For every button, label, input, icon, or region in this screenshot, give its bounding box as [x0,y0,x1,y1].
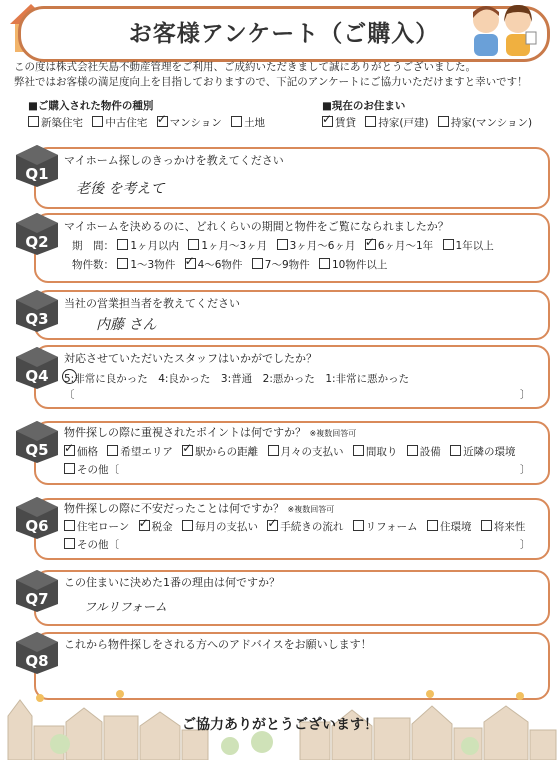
checkbox[interactable] [319,258,330,269]
q6-options [64,519,531,534]
checkbox-checked[interactable] [139,520,150,531]
checkbox[interactable] [28,116,39,127]
q6-bracket-close: 〕 [520,539,531,551]
q5-option[interactable]: 間取り [353,446,398,458]
q1-question: マイホーム探しのきっかけを教えてください [64,154,284,167]
q8-question: これから物件探しをされる方へのアドバイスをお願いします！ [64,638,372,651]
property-option[interactable]: ✓ マンション [157,117,222,129]
checkbox-checked[interactable] [182,445,193,456]
couple-illustration-icon [462,2,542,56]
checkbox[interactable] [231,116,242,127]
residence-option[interactable]: 持家(マンション) [438,117,532,129]
svg-text:Q7: Q7 [25,590,49,608]
q6-cube-icon [14,495,60,545]
svg-text:Q2: Q2 [25,233,49,251]
svg-text:Q5: Q5 [25,441,49,459]
q2-question: マイホームを決めるのに、どれくらいの期間と物件をご覧になられましたか？ [64,220,449,233]
checkbox[interactable] [481,520,492,531]
count-option[interactable]: 1～3物件 [117,259,175,271]
q6-option[interactable]: 将来性 [481,521,526,533]
checkbox[interactable] [268,445,279,456]
q6-option[interactable]: 住環境 [427,521,472,533]
svg-text:Q8: Q8 [25,652,49,670]
checkbox[interactable] [188,239,199,250]
checkbox[interactable] [353,520,364,531]
checkbox[interactable] [64,538,75,549]
q6-question: 物件探しの際に不安だったことは何ですか？ ※複数回答可 [64,502,335,515]
count-option[interactable]: 10物件以上 [319,259,387,271]
q5-bracket-close: 〕 [520,464,531,476]
q7-question: この住まいに決めた1番の理由は何ですか？ [64,576,280,589]
q8-cube-icon [14,630,60,680]
q1-answer[interactable]: 老後 を考えて [76,181,165,197]
q6-option[interactable]: 住宅ローン [64,521,129,533]
property-option[interactable]: 土地 [231,117,265,129]
checkbox[interactable] [438,116,449,127]
property-option[interactable]: 中古住宅 [92,117,147,129]
checkbox[interactable] [117,258,128,269]
period-option[interactable]: 1年以上 [443,240,494,252]
checkbox[interactable] [182,520,193,531]
q1-cube-icon [14,143,60,193]
q5-option[interactable]: ✓ 駅からの距離 [182,446,258,458]
q4-selected-circle [62,369,77,384]
q4-question: 対応させていただいたスタッフはいかがでしたか？ [64,352,317,365]
page-title: お客様アンケート（ご購入） [128,21,440,47]
q2-period-row [72,238,500,253]
q7-cube-icon [14,568,60,618]
q6-option[interactable]: 毎月の支払い [182,521,258,533]
q7-answer[interactable]: フルリフォーム [84,600,167,614]
q5-option[interactable]: 希望エリア [107,446,173,458]
q4-bracket-close: 〕 [520,389,531,401]
checkbox-checked[interactable] [64,445,75,456]
checkbox[interactable] [252,258,263,269]
q5-question: 物件探しの際に重視されたポイントは何ですか？ ※複数回答可 [64,426,357,439]
q5-option[interactable]: ✓価格 [64,446,98,458]
checkbox[interactable] [277,239,288,250]
checkbox[interactable] [92,116,103,127]
property-type-heading: ■ご購入された物件の種別 [28,100,154,112]
q6-option[interactable]: ✓ 手続きの流れ [267,521,343,533]
count-label: 物件数： [72,259,114,271]
residence-option[interactable]: ✓賃貸 [322,117,356,129]
property-type-options [28,115,271,130]
residence-options [322,115,538,130]
q4-bracket-open: 〔 [64,389,75,401]
q2-cube-icon [14,211,60,261]
checkbox[interactable] [64,520,75,531]
property-option[interactable]: 新築住宅 [28,117,83,129]
q3-question: 当社の営業担当者を教えてください [64,297,240,310]
count-option[interactable]: 7～9物件 [252,259,310,271]
q5-option[interactable]: 近隣の環境 [450,446,516,458]
checkbox-checked[interactable] [322,116,333,127]
q5-option[interactable]: 設備 [407,446,441,458]
footer-thanks: ご協力ありがとうございます！ [182,717,378,733]
residence-heading: ■現在のお住まい [322,100,406,112]
q5-other[interactable]: その他〔 [64,462,119,477]
q4-cube-icon [14,345,60,395]
svg-text:Q4: Q4 [25,367,49,385]
q6-note: ※複数回答可 [287,505,335,514]
period-option[interactable]: 1ヶ月～3ヶ月 [188,240,267,252]
checkbox[interactable] [427,520,438,531]
checkbox[interactable] [353,445,364,456]
checkbox[interactable] [407,445,418,456]
q6-option[interactable]: リフォーム [353,521,418,533]
q5-note: ※複数回答可 [309,429,357,438]
count-option[interactable]: ✓ 4～6物件 [185,259,243,271]
checkbox-checked[interactable] [267,520,278,531]
checkbox[interactable] [64,463,75,474]
q3-answer[interactable]: 内藤 さん [96,317,157,333]
checkbox-checked[interactable] [365,239,376,250]
checkbox-checked[interactable] [157,116,168,127]
checkbox[interactable] [443,239,454,250]
checkbox[interactable] [450,445,461,456]
intro-line-1: この度は株式会社矢島不動産管理をご利用、ご成約いただきまして誠にありがとうございました。 [14,61,476,73]
q6-option[interactable]: ✓ 税金 [139,521,173,533]
svg-text:Q3: Q3 [25,310,49,328]
q5-options [64,444,522,459]
intro-line-2: 弊社ではお客様の満足度向上を目指しておりますので、下記のアンケートにご協力いただけますと幸いです！ [14,76,528,88]
q3-cube-icon [14,288,60,338]
period-label: 期 間： [72,240,114,252]
q5-option[interactable]: 月々の支払い [268,446,344,458]
q5-cube-icon [14,419,60,469]
q2-count-row [72,257,393,272]
svg-text:Q6: Q6 [25,517,49,535]
q4-scale[interactable]: 5:非常に良かった 4:良かった 3:普通 2:悪かった 1:非常に悪かった [64,373,410,385]
residence-option[interactable]: 持家(戸建) [365,117,428,129]
checkbox[interactable] [107,445,118,456]
q6-other[interactable]: その他〔 [64,537,119,552]
svg-text:Q1: Q1 [25,165,49,183]
checkbox[interactable] [117,239,128,250]
period-option[interactable]: 1ヶ月以内 [117,240,179,252]
period-option[interactable]: 3ヶ月～6ヶ月 [277,240,356,252]
period-option[interactable]: ✓ 6ヶ月～1年 [365,240,433,252]
checkbox[interactable] [365,116,376,127]
checkbox-checked[interactable] [185,258,196,269]
